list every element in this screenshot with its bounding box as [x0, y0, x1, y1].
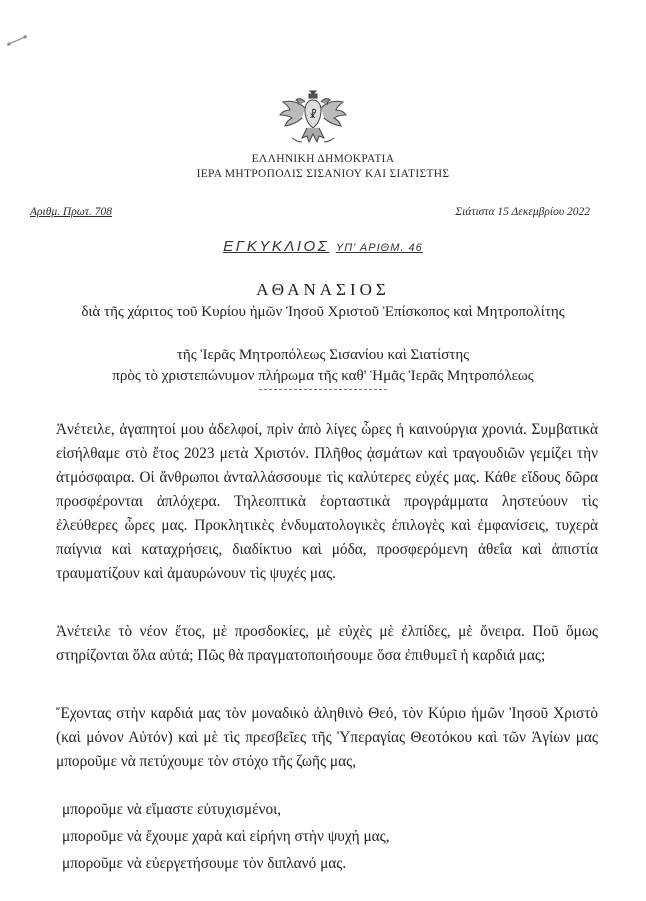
header-metropolis: ΙΕΡΑ ΜΗΤΡΟΠΟΛΙΣ ΣΙΣΑΝΙΟΥ ΚΑΙ ΣΙΑΤΙΣΤΗΣ: [196, 168, 450, 180]
body-paragraph-3: Ἔχοντας στὴν καρδιά μας τὸν μοναδικὸ ἀληθινὸ Θεό, τὸν Κύριο ἡμῶν Ἰησοῦ Χριστὸ (καὶ μόνον Αὐτόν) καὶ μὲ τὶς πρεσβεῖες τῆς Ὑπεραγίας Θεοτόκου καὶ τῶν Ἁγίων μας μποροῦμε νὰ πετύχουμε τὸν στόχο τῆς ζωῆς μας,: [56, 705, 598, 770]
circular-heading: [0, 238, 646, 255]
list-item: μποροῦμε νὰ ἔχουμε χαρὰ καὶ εἰρήνη στὴν ψυχή μας,: [62, 828, 390, 845]
protocol-number: Αριθμ. Πρωτ. 708: [30, 206, 112, 218]
circular-number: ΥΠ' ΑΡΙΘΜ. 46: [335, 242, 423, 254]
divider: [259, 389, 387, 390]
circular-title: ΕΓΚΥΚΛΙΟΣ: [223, 238, 330, 255]
header-state: ΕΛΛΗΝΙΚΗ ΔΗΜΟΚΡΑΤΙΑ: [251, 153, 395, 165]
body-paragraph-2: Ἀνέτειλε τὸ νέον ἔτος, μὲ προσδοκίες, μὲ εὐχὲς μὲ ἐλπίδες, μὲ ὄνειρα. Ποῦ ὅμως στηρίζονται ὅλα αὐτά; Πῶς θὰ πραγματοποιήσουμε ὅσα ἐπιθυμεῖ ἡ καρδιά μας;: [56, 623, 598, 664]
place-date: Σιάτιστα 15 Δεκεμβρίου 2022: [455, 206, 590, 218]
list-item: μποροῦμε νὰ εὐεργετήσουμε τὸν διπλανό μας.: [62, 855, 347, 872]
svg-text:☧: ☧: [309, 110, 317, 121]
bishop-name: ΑΘΑΝΑΣΙΟΣ: [256, 280, 390, 299]
double-headed-eagle-icon: [278, 88, 348, 150]
intro-line-2: τῆς Ἱερᾶς Μητροπόλεως Σισανίου καὶ Σιατίστης: [176, 347, 470, 363]
intro-line-1: διὰ τῆς χάριτος τοῦ Κυρίου ἡμῶν Ἰησοῦ Χριστοῦ Ἐπίσκοπος καὶ Μητροπολίτης: [81, 304, 565, 320]
intro-line-3: πρὸς τὸ χριστεπώνυμον πλήρωμα τῆς καθ' Ἡμᾶς Ἱερᾶς Μητροπόλεως: [112, 368, 534, 384]
body-paragraph-1: Ἀνέτειλε, ἀγαπητοί μου ἀδελφοί, πρὶν ἀπὸ λίγες ὧρες ἡ καινούργια χρονιά. Συμβατικὰ εἰσήλθαμε στὸ ἔτος 2023 μετὰ Χριστόν. Πλῆθος ᾀσμάτων καὶ τραγουδιῶν γεμίζει τὴν ἀτμόσφαιρα. Οἱ ἄνθρωποι ἀνταλλάσσουμε τὶς καλύτερες εὐχές μας. Κάθε εἴδους δῶρα προσφέρονται ἀπλόχερα. Τηλεοπτικὰ ἑορταστικὰ προγράμματα ληστεύουν τὶς ἐλεύθερες ὧρες μας. Προκλητικὲς ἐνδυματολογικὲς ἐπιλογὲς καὶ ἐμφανίσεις, τυχερὰ παίγνια καὶ καταχρήσεις, διαδίκτυο καὶ μόδα, προσφερόμενη ἀθεΐα καὶ ἀπιστία τραυματίζουν καὶ ἀμαυρώνουν τὶς ψυχές μας.: [56, 421, 598, 582]
staple-mark: [6, 34, 28, 46]
list-item: μποροῦμε νὰ εἴμαστε εὐτυχισμένοι,: [62, 801, 282, 818]
